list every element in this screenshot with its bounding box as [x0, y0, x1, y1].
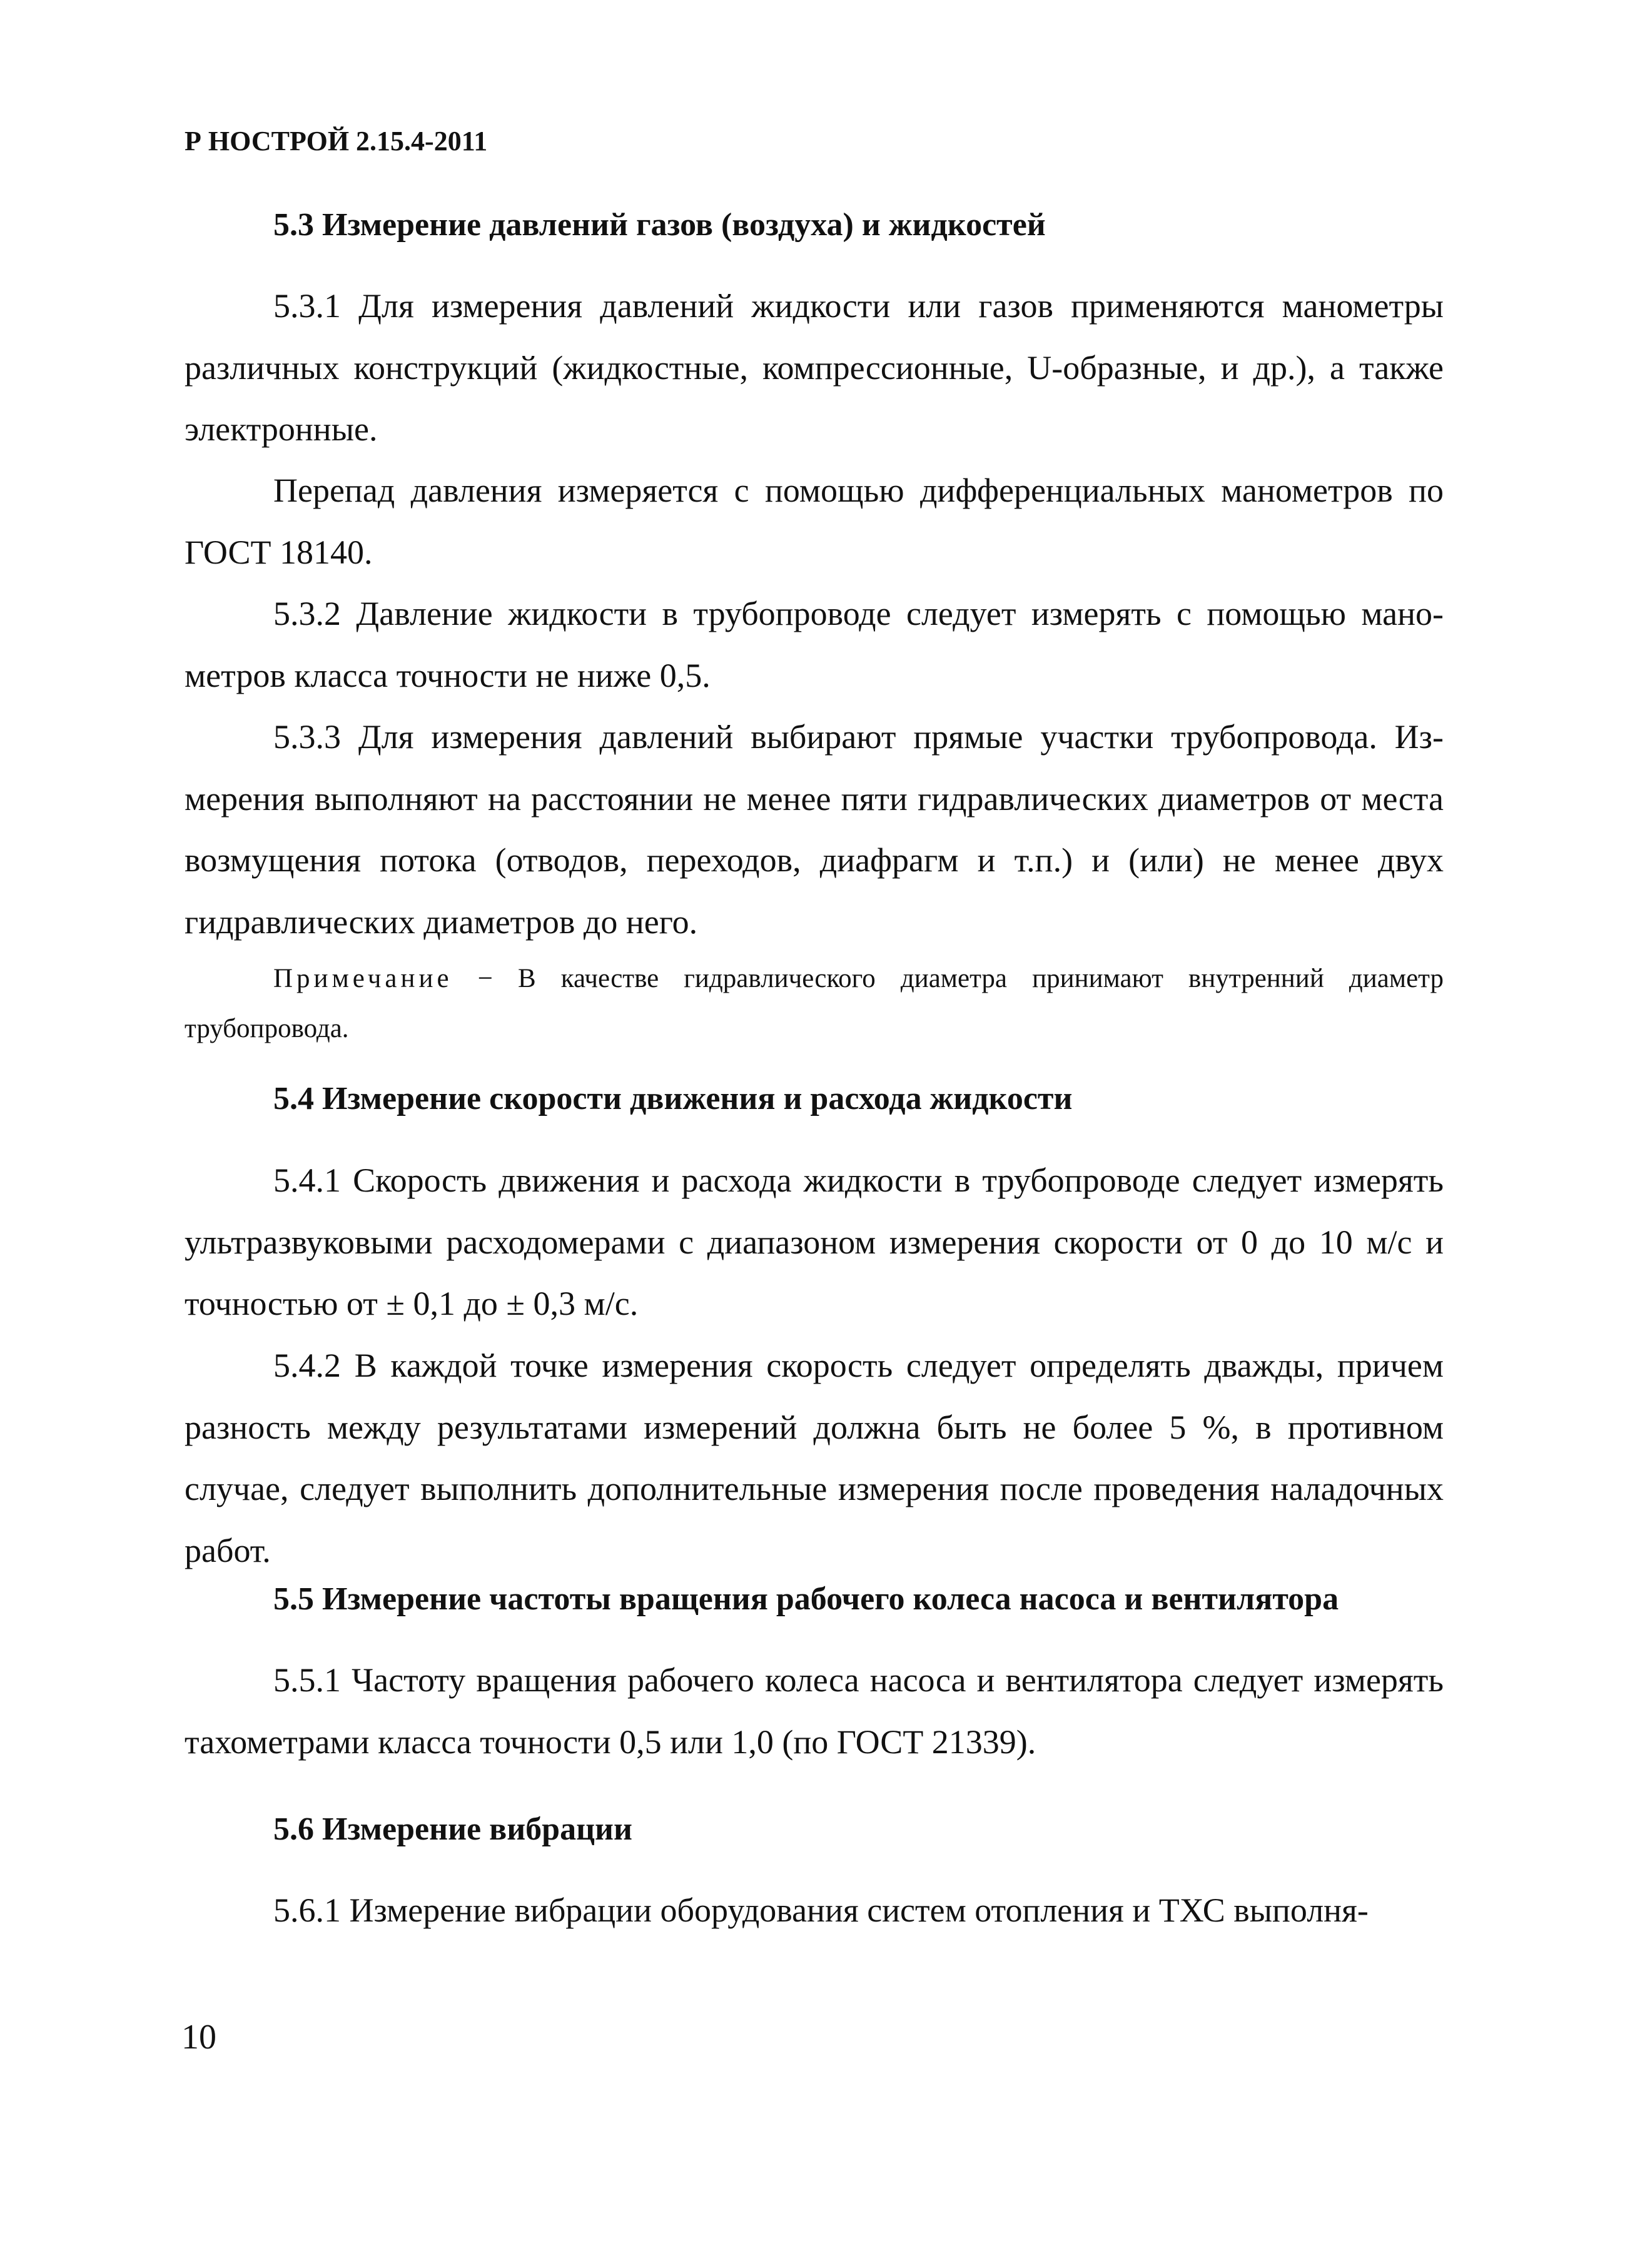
paragraph-5-3-3: 5.3.3 Для измерения давлений выбирают прямые участки трубопровода. Измерения выполняют на расстоянии не менее пяти гидравлических диаметров от места возмущения потока (отводов, переходов, диафрагм и т.п.) и (или) не менее двух гидравлических диаметров до него.	[185, 718, 1444, 941]
paragraph-5-6-1: 5.6.1 Измерение вибрации оборудования систем отопления и ТХС выполня-	[273, 1891, 1369, 1929]
paragraph-5-3-2: 5.3.2 Давление жидкости в трубопроводе следует измерять с помощью манометров класса точности не ниже 0,5.	[185, 595, 1444, 694]
section-5-3-heading: 5.3 Измерение давлений газов (воздуха) и жидкостей	[273, 207, 1046, 243]
paragraph-5-4-1: 5.4.1 Скорость движения и расхода жидкости в трубопроводе следует измерять ультразвуковыми расходомерами с диапазоном измерения скорости от 0 до 10 м/с и точностью от ± 0,1 до ± 0,3 м/с.	[185, 1162, 1444, 1322]
paragraph-pressure-drop: Перепад давления измеряется с помощью дифференциальных манометров по ГОСТ 18140.	[185, 472, 1444, 571]
note-text: − В качестве гидравлического диаметра принимают внутренний диаметр трубопровода.	[185, 964, 1444, 1043]
section-5-5-heading: 5.5 Измерение частоты вращения рабочего колеса насоса и вентилятора	[273, 1581, 1339, 1617]
section-5-4-heading: 5.4 Измерение скорости движения и расхода жидкости	[273, 1081, 1073, 1116]
note-label: Примечание	[273, 964, 453, 993]
paragraph-5-5-1: 5.5.1 Частоту вращения рабочего колеса насоса и вентилятора следует измерять тахометрами класса точности 0,5 или 1,0 (по ГОСТ 21339).	[185, 1661, 1444, 1761]
section-5-6-heading: 5.6 Измерение вибрации	[273, 1811, 632, 1847]
document-code: Р НОСТРОЙ 2.15.4-2011	[185, 126, 488, 156]
note-paragraph	[185, 954, 1444, 1054]
paragraph-5-4-2: 5.4.2 В каждой точке измерения скорость следует определять дважды, причем разность между результатами измерений должна быть не более 5 %, в противном случае, следует выполнить дополнительные измерения после проведения наладочных работ.	[185, 1347, 1444, 1569]
page-number: 10	[181, 2018, 216, 2057]
paragraph-5-3-1: 5.3.1 Для измерения давлений жидкости или газов применяются манометры различных конструкций (жидкостные, компрессионные, U-образные, и др.), а также электронные.	[185, 287, 1444, 448]
